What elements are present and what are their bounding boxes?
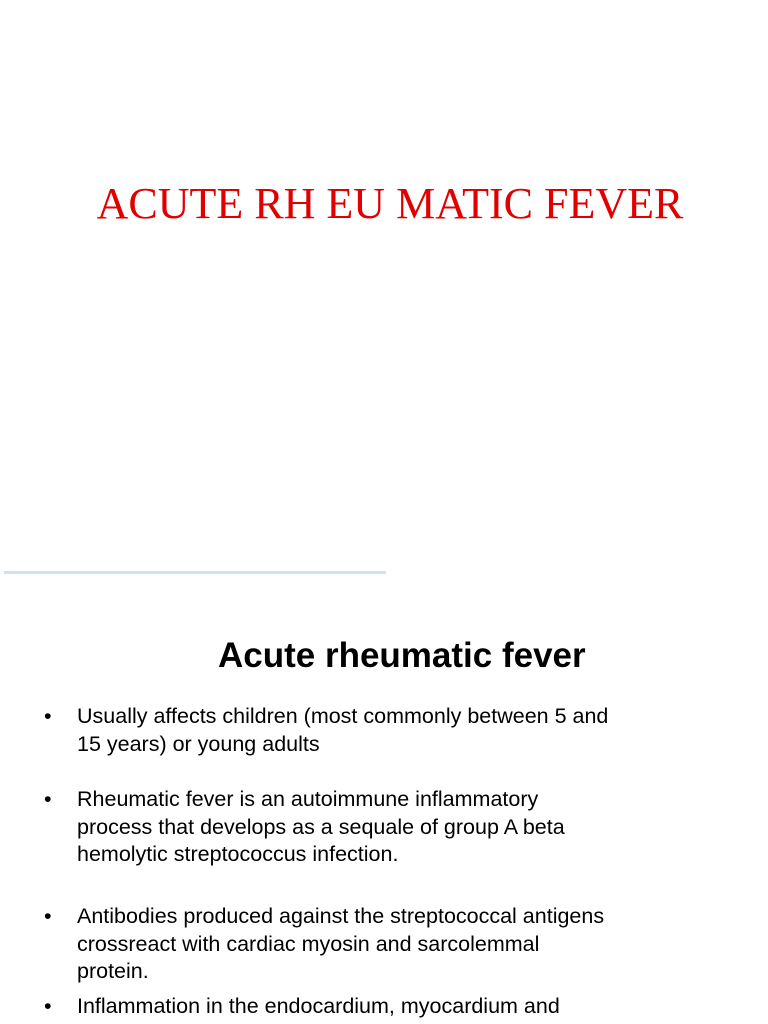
bullet-text: Rheumatic fever is an autoimmune inflammatory process that develops as a sequale of group A beta hemolytic streptococcus infection. bbox=[77, 787, 565, 866]
bullet-glyph: • bbox=[44, 787, 52, 811]
slide-divider bbox=[4, 571, 386, 574]
bullet-text: Usually affects children (most commonly between 5 and 15 years) or young adults bbox=[77, 704, 609, 756]
bullet-glyph: • bbox=[44, 904, 52, 928]
bullet-glyph: • bbox=[44, 994, 52, 1018]
bullet-text: Antibodies produced against the streptococcal antigens crossreact with cardiac myosin and sarcolemmal protein. bbox=[77, 904, 605, 983]
slide-title: ACUTE RH EU MATIC FEVER bbox=[96, 179, 684, 228]
section-heading: Acute rheumatic fever bbox=[218, 636, 586, 675]
bullet-text: Inflammation in the endocardium, myocardium and bbox=[77, 994, 560, 1018]
bullet-glyph: • bbox=[44, 704, 52, 728]
